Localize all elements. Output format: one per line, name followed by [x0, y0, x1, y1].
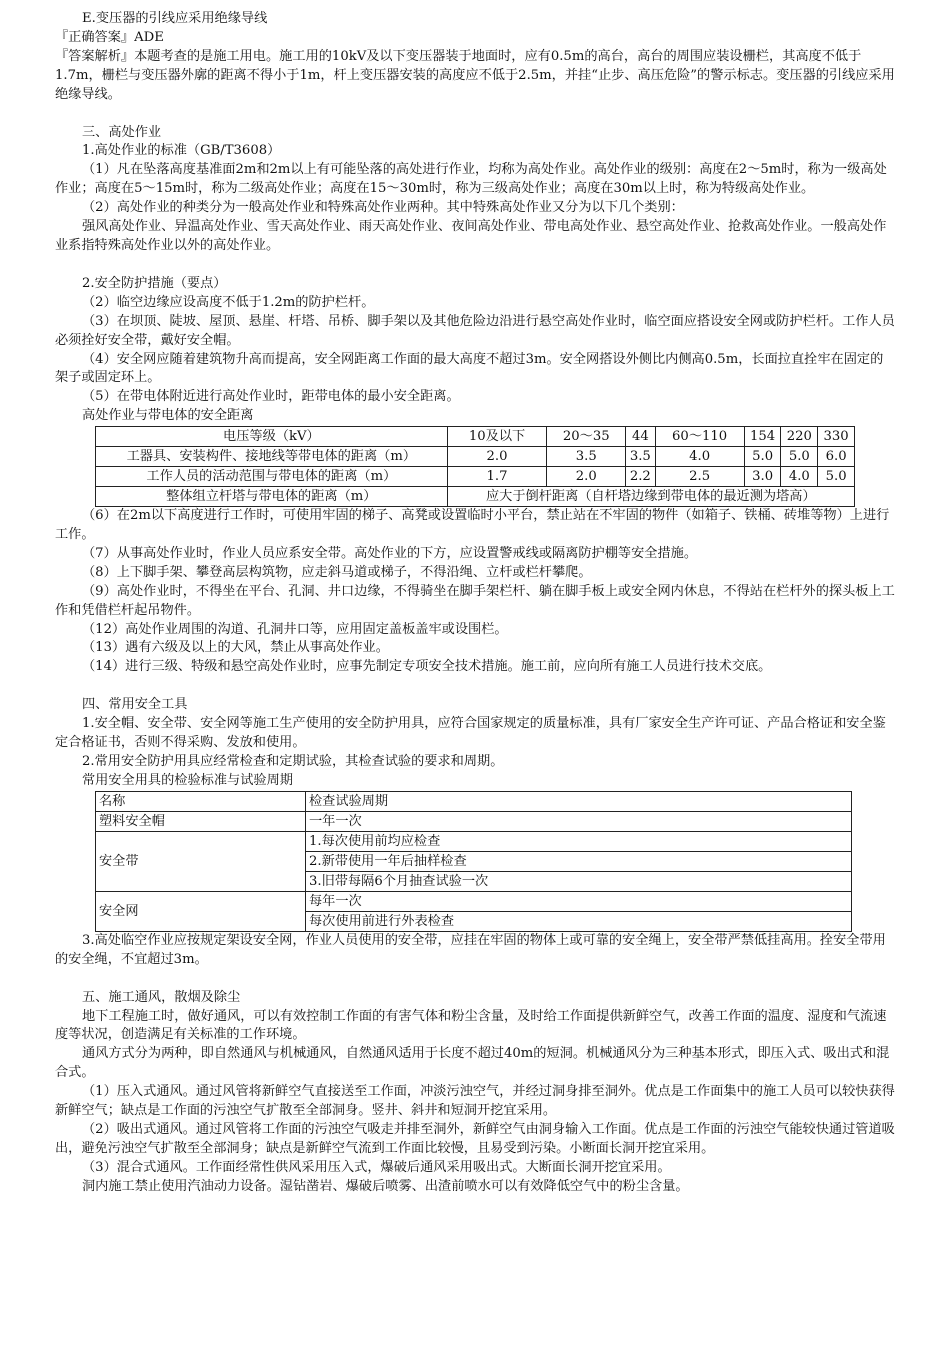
measure-item: （9）高处作业时，不得坐在平台、孔洞、井口边缘，不得骑坐在脚手架栏杆、躺在脚手板上或安全网内休息，不得站在栏杆外的探头板上工作和凭借栏杆起吊物件。: [55, 583, 895, 618]
table-cell: 4.0: [655, 447, 744, 467]
paragraph: 通风方式分为两种，即自然通风与机械通风，自然通风适用于长度不超过40m的短洞。机械通风分为三种基本形式，即压入式、吸出式和混合式。: [55, 1046, 890, 1081]
table-cell: 2.0: [547, 467, 626, 487]
paragraph: 2.常用安全防护用具应经常检查和定期试验，其检查试验的要求和周期。: [82, 754, 504, 769]
section-3-heading: 三、高处作业: [82, 124, 162, 140]
table-cell: 名称: [96, 791, 306, 811]
table-cell: 一年一次: [306, 811, 852, 831]
paragraph: （2）高处作业的种类分为一般高处作业和特殊高处作业两种。其中特殊高处作业又分为以下几个类别：: [82, 200, 684, 216]
table-cell: 安全网: [96, 891, 306, 931]
table-cell: 整体组立杆塔与带电体的距离（m）: [96, 487, 448, 507]
table-cell: 154: [744, 427, 781, 447]
table-cell: 每年一次: [306, 891, 852, 911]
table-cell: 工作人员的活动范围与带电体的距离（m）: [96, 467, 448, 487]
section-4-heading: 四、常用安全工具: [82, 697, 188, 713]
table-cell: 1.7: [447, 467, 547, 487]
paragraph: 地下工程施工时，做好通风，可以有效控制工作面的有害气体和粉尘含量，及时给工作面提供新鲜空气，改善工作面的温度、湿度和气流速度等状况，创造满足有关标准的工作环境。: [55, 1008, 887, 1043]
paragraph: （2）吸出式通风。通过风管将工作面的污浊空气吸走并排至洞外，新鲜空气由洞身输入工作面。优点是工作面的污浊空气能较快通过管道吸出，避免污浊空气扩散至全部洞身；缺点是新鲜空气流到工作面比较慢，且易受到污染。小断面长洞开挖宜采用。: [55, 1121, 895, 1156]
section-5-heading: 五、施工通风，散烟及除尘: [82, 989, 241, 1005]
table-cell: 4.0: [781, 467, 818, 487]
table-cell: 安全带: [96, 831, 306, 891]
answer-analysis: 『答案解析』本题考查的是施工用电。施工用的10kV及以下变压器装于地面时，应有0.5m的高台，高台的周围应装设栅栏，其高度不低于1.7m，栅栏与变压器外廓的距离不得小于1m，杆上变压器安装的高度应不低于2.5m，并挂“止步、高压危险”的警示标志。变压器的引线应采用绝缘导线。: [55, 48, 895, 102]
table-cell: 检查试验周期: [306, 791, 852, 811]
table-cell: 6.0: [818, 447, 855, 467]
table-header-row: [96, 791, 852, 811]
table-cell: 电压等级（kV）: [96, 427, 448, 447]
table-cell: 3.旧带每隔6个月抽查试验一次: [306, 871, 852, 891]
table-cell: 工器具、安装构件、接地线等带电体的距离（m）: [96, 447, 448, 467]
measure-item: （4）安全网应随着建筑物升高而提高，安全网距离工作面的最大高度不超过3m。安全网搭设外侧比内侧高0.5m，长面拉直拴牢在固定的架子或固定环上。: [55, 351, 884, 386]
table-cell: 塑料安全帽: [96, 811, 306, 831]
option-e: E.变压器的引线应采用绝缘导线: [82, 11, 268, 26]
paragraph: 洞内施工禁止使用汽油动力设备。湿钻凿岩、爆破后喷雾、出渣前喷水可以有效降低空气中的粉尘含量。: [82, 1178, 689, 1194]
measure-item: （13）遇有六级及以上的大风，禁止从事高处作业。: [82, 640, 389, 656]
table-cell: 2.5: [655, 467, 744, 487]
table-cell: 5.0: [818, 467, 855, 487]
table-cell: 220: [781, 427, 818, 447]
table-cell: 20～35: [547, 427, 626, 447]
table-row: [96, 487, 855, 507]
table-cell: 3.5: [626, 447, 655, 467]
document-page: [55, 10, 895, 1197]
table-cell: 3.0: [744, 467, 781, 487]
paragraph: （1）压入式通风。通过风管将新鲜空气直接送至工作面，冲淡污浊空气，并经过洞身排至洞外。优点是工作面集中的施工人员可以较快获得新鲜空气；缺点是工作面的污浊空气扩散至全部洞身。竖井、斜井和短洞开挖宜采用。: [55, 1084, 895, 1119]
paragraph: 3.高处临空作业应按规定架设安全网，作业人员使用的安全带，应挂在牢固的物体上或可靠的安全绳上，安全带严禁低挂高用。拴安全带用的安全绳，不宜超过3m。: [55, 932, 886, 967]
safe-distance-table: [95, 426, 855, 507]
paragraph: （1）凡在坠落高度基准面2m和2m以上有可能坠落的高处进行作业，均称为高处作业。高处作业的级别：高度在2～5m时，称为一级高处作业；高度在5～15m时，称为二级高处作业；高度在15～30m时，称为三级高处作业；高度在30m以上时，称为特级高处作业。: [55, 162, 887, 197]
table-cell: 5.0: [781, 447, 818, 467]
table-cell: 2.新带使用一年后抽样检查: [306, 851, 852, 871]
table-cell: 60～110: [655, 427, 744, 447]
table-cell: 10及以下: [447, 427, 547, 447]
measure-item: （7）从事高处作业时，作业人员应系安全带。高处作业的下方，应设置警戒线或隔离防护棚等安全措施。: [82, 545, 698, 561]
paragraph: 强风高处作业、异温高处作业、雪天高处作业、雨天高处作业、夜间高处作业、带电高处作业、悬空高处作业、抢救高处作业。一般高处作业系指特殊高处作业以外的高处作业。: [55, 219, 887, 253]
measure-item: （3）在坝顶、陡坡、屋顶、悬崖、杆塔、吊桥、脚手架以及其他危险边沿进行悬空高处作业时，临空面应搭设安全网或防护栏杆。工作人员必须拴好安全带，戴好安全帽。: [55, 313, 895, 348]
table-title: 常用安全用具的检验标准与试验周期: [82, 772, 293, 788]
table-cell: 330: [818, 427, 855, 447]
table-row: [96, 447, 855, 467]
paragraph: 1.安全帽、安全带、安全网等施工生产使用的安全防护用具，应符合国家规定的质量标准，具有厂家安全生产许可证、产品合格证和安全鉴定合格证书，否则不得采购、发放和使用。: [55, 716, 886, 751]
paragraph: （3）混合式通风。工作面经常性供风采用压入式，爆破后通风采用吸出式。大断面长洞开挖宜采用。: [82, 1159, 671, 1175]
safety-tool-table: [95, 791, 852, 932]
table-cell: 应大于倒杆距离（自杆塔边缘到带电体的最近测为塔高）: [447, 487, 854, 507]
table-cell: 5.0: [744, 447, 781, 467]
table-row: [96, 831, 852, 851]
measure-item: （8）上下脚手架、攀登高层构筑物，应走斜马道或梯子，不得沿绳、立杆或栏杆攀爬。: [82, 564, 592, 580]
table-row: [96, 891, 852, 911]
correct-answer: 『正确答案』ADE: [55, 29, 164, 45]
measure-item: （14）进行三级、特级和悬空高处作业时，应事先制定专项安全技术措施。施工前，应向所有施工人员进行技术交底。: [82, 659, 772, 675]
table-cell: 2.2: [626, 467, 655, 487]
table-cell: 1.每次使用前均应检查: [306, 831, 852, 851]
measure-item: （6）在2m以下高度进行工作时，可使用牢固的梯子、高凳或设置临时小平台，禁止站在不牢固的物件（如箱子、铁桶、砖堆等物）上进行工作。: [55, 508, 890, 543]
table-title: 高处作业与带电体的安全距离: [82, 408, 254, 424]
table-cell: 44: [626, 427, 655, 447]
section-3-sub2: 2.安全防护措施（要点）: [82, 275, 227, 291]
measure-item: （12）高处作业周围的沟道、孔洞井口等，应用固定盖板盖牢或设围栏。: [82, 621, 508, 637]
measure-item: （2）临空边缘应设高度不低于1.2m的防护栏杆。: [82, 294, 375, 310]
section-3-sub1: 1.高处作业的标准（GB/T3608）: [82, 143, 281, 159]
table-row: [96, 467, 855, 487]
measure-item: （5）在带电体附近进行高处作业时，距带电体的最小安全距离。: [82, 389, 460, 405]
table-cell: 2.0: [447, 447, 547, 467]
table-cell: 每次使用前进行外表检查: [306, 911, 852, 931]
table-header-row: [96, 427, 855, 447]
table-row: [96, 811, 852, 831]
table-cell: 3.5: [547, 447, 626, 467]
